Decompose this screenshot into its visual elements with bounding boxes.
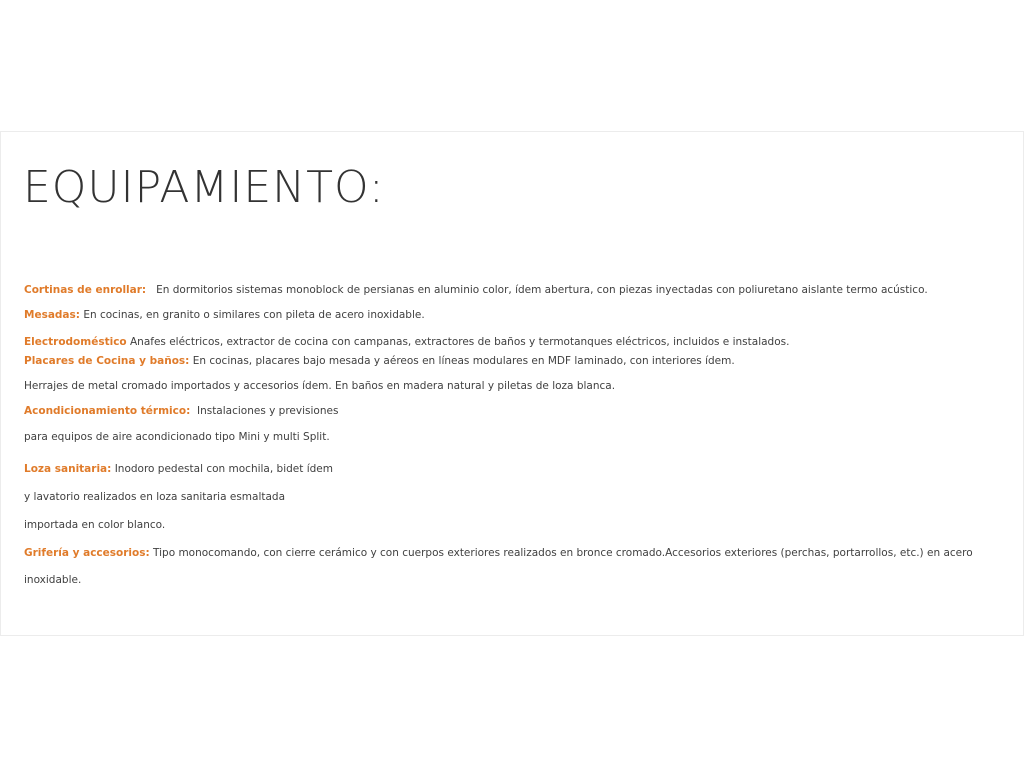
item-text: En cocinas, en granito o similares con pileta de acero inoxidable. [83, 309, 425, 321]
equipment-panel [0, 131, 1024, 636]
item-loza-continuation-1: y lavatorio realizados en loza sanitaria esmaltada [24, 491, 286, 503]
item-cortinas [24, 283, 928, 297]
item-acondicionamiento [24, 404, 338, 418]
item-label: Grifería y accesorios: [24, 547, 150, 559]
item-label: Cortinas de enrollar: [24, 284, 147, 296]
item-loza-continuation-2: importada en color blanco. [24, 519, 166, 531]
item-label: Electrodoméstico [24, 336, 127, 348]
item-electrodomestico [24, 335, 789, 349]
item-mesadas [24, 308, 425, 322]
page-title: EQUIPAMIENTO: [23, 162, 385, 213]
item-text: En dormitorios sistemas monoblock de persianas en aluminio color, ídem abertura, con piezas inyectadas con poliuretano aislante termo acústico. [156, 284, 928, 296]
item-label: Placares de Cocina y baños: [24, 355, 190, 367]
item-griferia [24, 546, 973, 560]
item-loza [24, 462, 333, 476]
item-text: Instalaciones y previsiones [196, 405, 339, 417]
item-text: En cocinas, placares bajo mesada y aéreos en líneas modulares en MDF laminado, con interiores ídem. [192, 355, 735, 367]
item-label: Acondicionamiento térmico: [24, 405, 191, 417]
item-placares-continuation: Herrajes de metal cromado importados y accesorios ídem. En baños en madera natural y piletas de loza blanca. [24, 380, 616, 392]
item-acondicionamiento-continuation: para equipos de aire acondicionado tipo Mini y multi Split. [24, 431, 330, 443]
item-text: Tipo monocomando, con cierre cerámico y con cuerpos exteriores realizados en bronce cromado.Accesorios exteriores (perchas, portarrollos, etc.) en acero [153, 547, 973, 559]
item-label: Loza sanitaria: [24, 463, 112, 475]
item-label: Mesadas: [24, 309, 80, 321]
item-griferia-continuation: inoxidable. [24, 574, 82, 586]
item-text: Inodoro pedestal con mochila, bidet ídem [114, 463, 333, 475]
item-text: Anafes eléctricos, extractor de cocina con campanas, extractores de baños y termotanques eléctricos, incluidos e instalados. [129, 336, 790, 348]
item-placares [24, 354, 735, 368]
